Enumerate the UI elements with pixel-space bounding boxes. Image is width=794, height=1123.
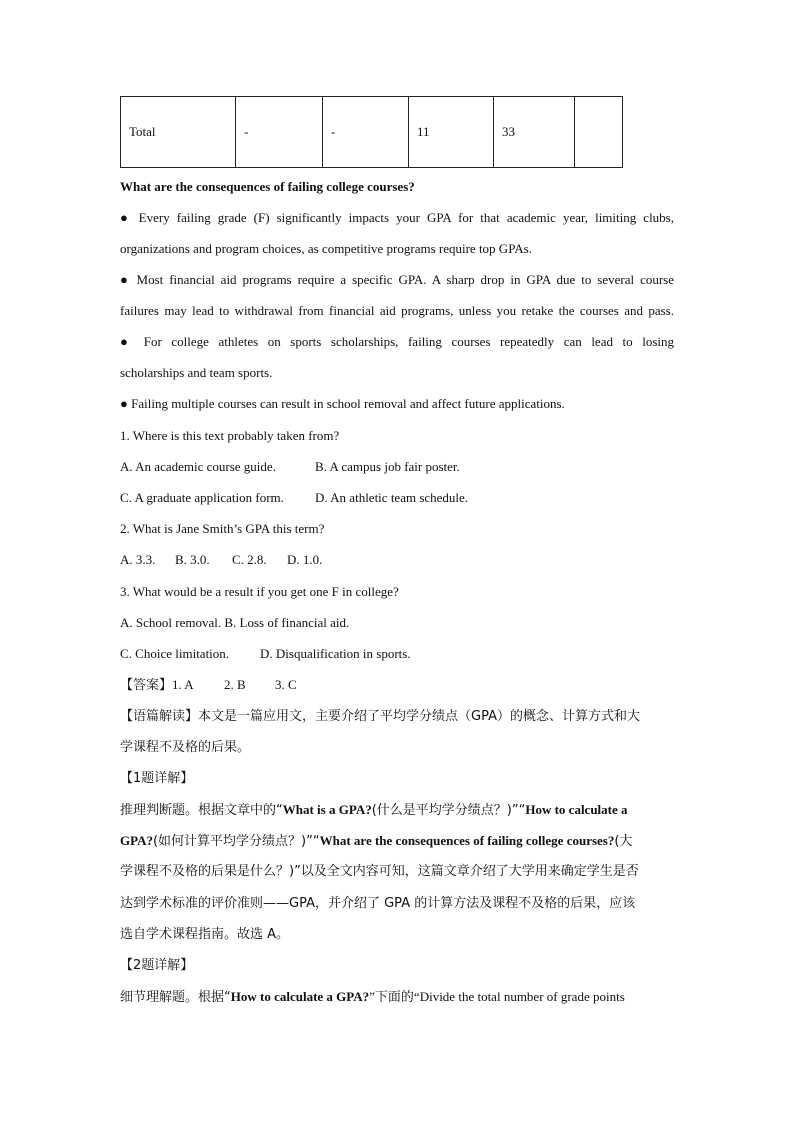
detail-1-quote: How to calculate a (525, 802, 628, 817)
question-1-stem: 1. Where is this text probably taken from? (120, 428, 340, 443)
detail-1-line-2 (120, 831, 674, 852)
analysis-line-2: 学课程不及格的后果。 (120, 740, 251, 755)
question-2-option-d: D. 1.0. (287, 552, 323, 567)
table-cell: - (323, 97, 409, 168)
detail-2-quote: How to calculate a GPA? (230, 989, 370, 1004)
question-3-option-b: B. Loss of financial aid. (224, 615, 350, 630)
section-heading: What are the consequences of failing college courses? (120, 179, 415, 194)
question-2-options (120, 550, 674, 570)
detail-1-line-3: 学课程不及格的后果是什么？)”以及全文内容可知，这篇文章介绍了大学用来确定学生是否 (120, 864, 639, 879)
answer-2: 2. B (224, 677, 246, 692)
answer-label: 【答案】 (120, 678, 173, 693)
analysis-line-1 (120, 707, 674, 727)
question-2-option-a: A. 3.3. (120, 552, 156, 567)
table-cell (575, 97, 623, 168)
bullet-2-line-2: failures may lead to withdrawal from financial aid programs, unless you retake the courses and pass. (120, 303, 674, 318)
question-1-option-d: D. An athletic team schedule. (315, 490, 469, 505)
answer-line (120, 675, 674, 696)
bullet-1-line-1: ● Every failing grade (F) significantly impacts your GPA for that academic year, limiting clubs, (120, 210, 674, 225)
question-1-options-row-1 (120, 457, 674, 477)
detail-1-label: 【1题详解】 (120, 771, 194, 786)
detail-1-line-5: 选自学术课程指南。故选 A。 (120, 927, 290, 942)
table-cell-label: Total (121, 97, 236, 168)
detail-2-line-1 (120, 987, 674, 1008)
detail-2-text: ”下面的“Divide the total number of grade points (369, 989, 625, 1004)
bullet-2-line-1: ● Most financial aid programs require a specific GPA. A sharp drop in GPA due to several course (120, 272, 674, 287)
table-cell: - (236, 97, 323, 168)
question-2-stem: 2. What is Jane Smith’s GPA this term? (120, 521, 325, 536)
detail-2-text: 细节理解题。根据“ (120, 990, 231, 1005)
question-3-option-a: A. School removal. (120, 615, 222, 630)
detail-1-text: (如何计算平均学分绩点？)”“ (152, 834, 320, 849)
bullet-3-line-1: ● For college athletes on sports scholarships, failing courses repeatedly can lead to losing (120, 334, 674, 349)
table-row (121, 97, 623, 168)
detail-1-text: (大 (614, 834, 633, 849)
answer-3: 3. C (275, 677, 297, 692)
detail-1-quote: What is a GPA? (282, 802, 372, 817)
detail-1-text: 推理判断题。根据文章中的“ (120, 803, 283, 818)
gpa-table (120, 96, 623, 168)
detail-1-quote: GPA? (120, 833, 153, 848)
detail-1-line-4: 达到学术标准的评价准则——GPA，并介绍了 GPA 的计算方法及课程不及格的后果，应该 (120, 896, 636, 911)
detail-1-line-1 (120, 800, 674, 821)
question-2-option-c: C. 2.8. (232, 552, 267, 567)
bullet-1-line-2: organizations and program choices, as competitive programs require top GPAs. (120, 241, 532, 256)
question-3-option-d: D. Disqualification in sports. (260, 646, 411, 661)
question-3-stem: 3. What would be a result if you get one F in college? (120, 584, 399, 599)
question-1-options-row-2 (120, 488, 674, 508)
question-3-option-c: C. Choice limitation. (120, 646, 230, 661)
answer-1: 1. A (172, 677, 194, 692)
question-3-options-row-2 (120, 644, 674, 664)
question-1-option-b: B. A campus job fair poster. (315, 459, 460, 474)
bullet-3-line-2: scholarships and team sports. (120, 365, 273, 380)
detail-1-quote: What are the consequences of failing college courses? (319, 833, 615, 848)
table-cell: 11 (409, 97, 494, 168)
question-1-option-a: A. An academic course guide. (120, 459, 276, 474)
question-2-option-b: B. 3.0. (175, 552, 210, 567)
analysis-text-1: 本文是一篇应用文，主要介绍了平均学分绩点（GPA）的概念、计算方式和大 (198, 709, 640, 724)
analysis-label: 【语篇解读】 (120, 709, 199, 724)
detail-1-text: (什么是平均学分绩点？)”“ (371, 803, 526, 818)
detail-2-label: 【2题详解】 (120, 958, 194, 973)
bullet-4-line-1: ● Failing multiple courses can result in school removal and affect future applications. (120, 396, 565, 411)
question-3-options-row-1 (120, 613, 674, 633)
question-1-option-c: C. A graduate application form. (120, 490, 284, 505)
table-cell: 33 (494, 97, 575, 168)
